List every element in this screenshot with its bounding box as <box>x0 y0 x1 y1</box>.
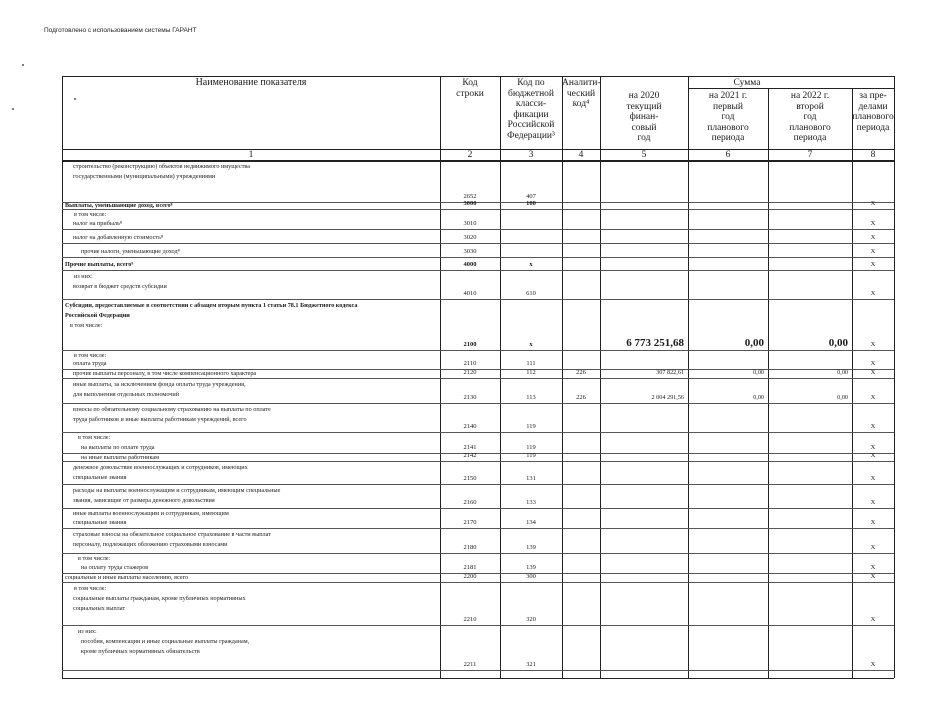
row-v2021: 0,00 <box>744 337 764 349</box>
column-line <box>688 76 689 678</box>
row-label: расходы на выплаты военнослужащим и сотрудникам, имеющим специальные <box>73 486 281 494</box>
row-line <box>62 378 894 379</box>
row-kbk: 112 <box>526 369 536 376</box>
row-label: на иные выплаты работникам <box>81 453 160 461</box>
row-kbk: 133 <box>526 499 536 506</box>
row-code: 2210 <box>463 616 477 623</box>
row-x: X <box>870 573 876 580</box>
column-line <box>62 76 63 678</box>
row-code: 3010 <box>463 220 477 227</box>
header-beyond-line: периода <box>856 122 890 133</box>
column-line <box>894 76 895 678</box>
column-number: 1 <box>248 150 254 160</box>
row-code: 3030 <box>463 248 477 255</box>
header-kod-stroki-line: строки <box>456 88 484 99</box>
header-beyond-line: планового <box>852 112 894 122</box>
row-line <box>62 229 894 230</box>
row-v2022: 0,00 <box>837 369 848 376</box>
row-label: в том числе: <box>74 351 107 359</box>
header-name: Наименование показателя <box>195 77 307 88</box>
row-code: 2652 <box>463 193 477 200</box>
row-v2021: 0,00 <box>753 394 764 401</box>
header-kod-bk-line: фикации <box>513 109 549 120</box>
row-code: 2200 <box>463 573 477 580</box>
row-kbk: 131 <box>526 475 536 482</box>
header-kod-bk-line: Федерации³ <box>507 130 555 141</box>
row-v2022: 0,00 <box>828 337 848 349</box>
row-kbk: 134 <box>526 519 536 526</box>
row-code: 2130 <box>463 394 477 401</box>
row-line <box>62 670 894 671</box>
header-analit-line: код⁴ <box>572 99 590 109</box>
row-x: X <box>870 452 876 459</box>
header-2022-line: второй <box>796 101 824 112</box>
row-label: строительство (реконструкцию) объектов недвижимого имущества <box>73 162 250 170</box>
row-code: 3020 <box>463 234 477 241</box>
row-x: X <box>870 360 876 367</box>
row-x: X <box>870 499 876 506</box>
row-code: 2100 <box>463 341 477 348</box>
header-beyond-line: делами <box>858 101 888 112</box>
row-kbk: 119 <box>526 423 536 430</box>
row-kbk: 119 <box>526 444 536 451</box>
column-line <box>440 76 441 678</box>
column-number: 3 <box>528 150 534 160</box>
row-code: 3000 <box>463 200 477 207</box>
row-line <box>62 270 894 271</box>
row-kbk: x <box>529 341 533 348</box>
row-kbk: 100 <box>526 200 536 207</box>
row-code: 2160 <box>463 499 477 506</box>
row-label: возврат в бюджет средств субсидии <box>73 282 167 290</box>
row-code: 2110 <box>463 360 477 367</box>
row-label: из них: <box>78 627 97 635</box>
row-label: социальных выплат <box>73 604 126 612</box>
row-code: 2211 <box>463 661 477 668</box>
row-line <box>62 508 894 509</box>
header-kod-bk-line: Российской <box>507 120 555 130</box>
column-line <box>562 76 563 678</box>
row-label: иные выплаты военнослужащим и сотрудникам, имеющим <box>73 510 229 517</box>
header-2021-line: год <box>721 112 735 122</box>
source-note: Подготовлено с использованием системы ГАРАНТ <box>44 27 197 34</box>
row-code: 2180 <box>463 544 477 551</box>
column-number: 4 <box>578 150 584 160</box>
row-x: X <box>870 234 876 241</box>
row-x: X <box>870 423 876 430</box>
row-kbk: 321 <box>526 661 536 668</box>
row-x: X <box>870 220 876 227</box>
column-line <box>500 76 501 678</box>
row-kbk: 320 <box>526 616 536 623</box>
header-beyond-line: за пре- <box>859 91 887 101</box>
row-x: X <box>870 475 876 482</box>
row-label: пособия, компенсации и иные социальные выплаты гражданам, <box>81 637 250 645</box>
header-2020-line: год <box>637 133 651 143</box>
header-2020 <box>600 91 688 144</box>
row-code: 2142 <box>463 452 477 459</box>
row-x: X <box>870 564 876 571</box>
row-x: X <box>870 369 876 376</box>
row-label: налог на добавленную стоимость⁸ <box>73 233 164 241</box>
row-label: для выполнения отдельных полномочий <box>73 390 180 398</box>
row-line <box>62 582 894 583</box>
row-line <box>62 528 894 529</box>
row-kbk: x <box>529 261 533 268</box>
row-line <box>62 257 894 258</box>
row-label: из них: <box>74 272 93 280</box>
header-2020-line: текущий <box>626 101 662 112</box>
header-kod-bk-line: Код по <box>517 78 545 88</box>
column-number: 2 <box>467 150 473 160</box>
row-code: 2170 <box>463 519 477 526</box>
row-x: X <box>870 616 876 623</box>
row-line <box>62 461 894 462</box>
header-2020-line: на 2020 <box>628 91 660 101</box>
row-code: 2120 <box>463 369 477 376</box>
header-summa: Сумма <box>733 78 761 88</box>
row-kbk: 300 <box>526 573 536 580</box>
row-line <box>62 625 894 626</box>
column-number: 8 <box>870 150 876 160</box>
row-v2021: 0,00 <box>753 369 764 376</box>
row-x: X <box>870 261 876 268</box>
row-label: Прочие выплаты, всего⁹ <box>65 260 134 268</box>
row-label: в том числе: <box>74 584 107 592</box>
row-line <box>62 209 894 210</box>
row-code: 2181 <box>463 564 477 571</box>
column-line <box>852 88 853 678</box>
table-border-top <box>62 76 894 77</box>
row-v2020: 307 822,61 <box>656 369 684 376</box>
row-line <box>62 350 894 351</box>
table-border-bottom <box>62 678 894 679</box>
row-x: X <box>870 200 876 207</box>
header-analit <box>562 78 600 110</box>
row-kbk: 111 <box>526 360 536 367</box>
row-label: на оплату труда стажеров <box>81 564 149 571</box>
scan-speck <box>22 64 24 66</box>
header-analit-line: ческий <box>566 88 596 99</box>
row-label: социальные выплаты гражданам, кроме публичных нормативных <box>73 594 246 602</box>
column-line <box>768 88 769 678</box>
row-kbk: 113 <box>526 394 536 401</box>
row-label: в том числе: <box>74 211 107 218</box>
row-x: X <box>870 290 876 297</box>
row-kbk: 119 <box>526 452 536 459</box>
column-number: 5 <box>641 150 647 160</box>
header-kod-bk-line: бюджетной <box>507 88 554 99</box>
row-line <box>62 299 894 300</box>
row-label: оплата труда <box>73 360 107 368</box>
row-v2022: 0,00 <box>837 394 848 401</box>
header-kod-bk <box>500 78 562 141</box>
row-x: X <box>870 341 876 348</box>
header-2022-line: периода <box>793 133 827 143</box>
row-label: денежное довольствие военнослужащих и сотрудников, имеющих <box>73 463 248 471</box>
column-number: 7 <box>807 150 813 160</box>
row-label: в том числе: <box>70 321 103 329</box>
header-kod-bk-line: класси- <box>515 99 547 109</box>
row-label: в том числе: <box>78 434 111 442</box>
header-2020-line: совый <box>631 122 657 133</box>
row-kbk: 139 <box>526 564 536 571</box>
header-2021-line: периода <box>711 133 745 143</box>
row-line <box>62 243 894 244</box>
row-x: X <box>870 248 876 255</box>
row-label: специальные звания <box>73 473 127 481</box>
row-label: государственными (муниципальными) учреждениями <box>73 172 216 180</box>
row-kbk: 610 <box>526 290 536 297</box>
budget-table <box>62 76 894 678</box>
row-x: X <box>870 519 876 526</box>
header-2021 <box>688 91 768 144</box>
row-an: 226 <box>576 369 586 376</box>
row-label: прочие налоги, уменьшающие доход⁸ <box>81 247 180 255</box>
row-code: 2140 <box>463 423 477 430</box>
header-2021-line: на 2021 г. <box>708 91 748 101</box>
row-code: 2141 <box>463 444 477 451</box>
row-v2020: 2 004 291,56 <box>651 394 684 401</box>
header-beyond <box>852 91 894 133</box>
row-label: труда работников и иные выплаты работникам учреждений, всего <box>73 415 247 423</box>
row-x: X <box>870 661 876 668</box>
row-an: 226 <box>576 394 586 401</box>
row-kbk: 139 <box>526 544 536 551</box>
row-label: в том числе: <box>78 555 111 562</box>
header-kod-stroki-line: Код <box>462 78 478 88</box>
row-code: 4010 <box>463 290 477 297</box>
row-code: 2150 <box>463 475 477 482</box>
header-2022 <box>768 91 852 144</box>
row-kbk: 407 <box>526 193 536 200</box>
header-2021-line: планового <box>707 122 749 133</box>
column-line <box>600 76 601 678</box>
row-label: Субсидии, предоставляемые в соответствии с абзацем вторым пункта 1 статьи 78.1 Бюджетного кодекса <box>65 301 358 309</box>
row-x: X <box>870 444 876 451</box>
row-label: страховые взносы на обязательное социальное страхование в части выплат <box>73 530 271 538</box>
header-analit-line: Аналити- <box>562 78 601 88</box>
header-2022-line: планового <box>789 122 831 133</box>
header-2020-line: финан- <box>629 112 659 122</box>
row-line <box>62 553 894 554</box>
row-label: социальные и иные выплаты населению, всего <box>65 574 189 581</box>
header-2022-line: год <box>803 112 817 122</box>
row-label: кроме публичных нормативных обязательств <box>81 647 200 655</box>
row-label: специальные звания <box>73 519 127 526</box>
row-line <box>62 432 894 433</box>
row-line <box>62 484 894 485</box>
row-line <box>62 403 894 404</box>
row-label: взносы по обязательному социальному страхованию на выплаты по оплате <box>73 405 271 413</box>
header-kod-stroki <box>440 78 500 99</box>
row-code: 4000 <box>463 261 477 268</box>
row-v2020: 6 773 251,68 <box>626 337 684 349</box>
row-x: X <box>870 544 876 551</box>
row-label: налог на прибыль⁸ <box>73 220 123 227</box>
row-x: X <box>870 394 876 401</box>
header-2021-line: первый <box>712 101 743 112</box>
row-label: Выплаты, уменьшающие доход, всего⁸ <box>65 202 173 209</box>
row-label: иные выплаты, за исключением фонда оплаты труда учреждения, <box>73 380 246 388</box>
row-label: прочие выплаты персоналу, в том числе компенсационного характера <box>73 370 257 377</box>
scan-speck <box>12 108 14 110</box>
row-label: звания, зависящие от размера денежного довольствия <box>73 496 215 504</box>
row-label: на выплаты по оплате труда <box>81 443 155 451</box>
row-label: Российской Федерации <box>65 311 130 319</box>
header-2022-line: на 2022 г. <box>790 91 830 101</box>
column-number: 6 <box>725 150 731 160</box>
row-label: персоналу, подлежащих обложению страховыми взносами <box>73 540 228 548</box>
